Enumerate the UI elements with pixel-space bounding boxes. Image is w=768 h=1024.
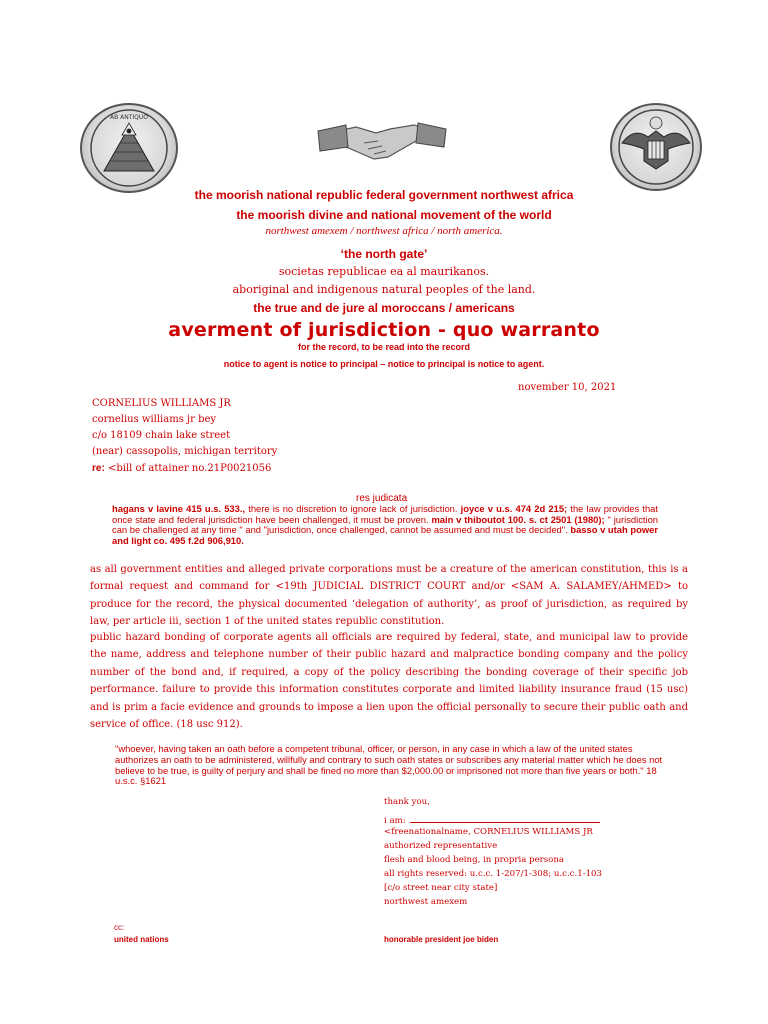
signature-street: [c/o street near city state] <box>384 883 498 893</box>
cc-label: cc: <box>114 923 125 932</box>
perjury-quote: "whoever, having taken an oath before a competent tribunal, officer, or person, in any case in which a law of the united states authorizes an oath to be administered, willfully and contrary to such oath states or subscribes any material matter which he does not believe to be true, is guilty of perjury and shall be fined no more than $2,000.00 or imprisoned not more than five years or both." 18 u.s.c. §1621 <box>115 743 663 787</box>
address-line-1: CORNELIUS WILLIAMS JR <box>92 398 231 409</box>
header-line-5: societas republicae ea al maurikanos. <box>278 265 490 278</box>
citation-1: hagans v lavine 415 u.s. 533., <box>112 503 246 514</box>
request-paragraph: as all government entities and alleged private corporations must be a creature of the american constitution, this is a formal request and command for <19th JUDICIAL DISTRICT COURT and/or <SAM A. SALAMEY/AHMED> to produce for the record, the physical documented ‘delegation of authority’, as proof of jurisdiction, as required by law, per article iii, section 1 of the united states republic constitution. <box>90 564 688 628</box>
citation-3-text: " jurisdiction can be challenged at any time " and "jurisdiction, once challenged, cannot be assumed and must be decided". <box>112 513 658 536</box>
document-title: averment of jurisdiction - quo warranto <box>168 319 600 341</box>
subtitle-notice: notice to agent is notice to principal – notice to principal is notice to agent. <box>223 359 545 369</box>
re-text: <bill of attainer no.21P0021056 <box>104 463 272 474</box>
case-citations <box>112 504 658 546</box>
address-line-2: cornelius williams jr bey <box>92 414 217 425</box>
subtitle-record: for the record, to be read into the record <box>297 342 471 352</box>
signature-line <box>410 813 600 823</box>
signature-flesh: flesh and blood being, in propria persona <box>384 855 564 865</box>
citation-2: joyce v u.s. 474 2d 215; <box>460 503 568 514</box>
citation-1-text: there is no discretion to ignore lack of jurisdiction. <box>245 503 461 514</box>
header-line-7: the true and de jure al moroccans / americans <box>253 301 515 315</box>
pyramid-seal-icon <box>80 103 178 193</box>
pyramid-seal-graphic <box>82 105 176 191</box>
address-line-4: (near) cassopolis, michigan territory <box>92 446 278 457</box>
res-judicata-heading: res judicata <box>356 493 408 504</box>
header-line-4: ‘the north gate’ <box>340 247 428 261</box>
signature-name: <freenationalname, CORNELIUS WILLIAMS JR <box>384 827 593 837</box>
signature-iam <box>384 813 600 826</box>
signature-iam-label: i am: <box>384 816 406 826</box>
header-line-6: aboriginal and indigenous natural peoples of the land. <box>232 283 536 296</box>
document-date: november 10, 2021 <box>518 382 617 393</box>
address-line-3: c/o 18109 chain lake street <box>92 430 231 441</box>
eagle-seal-graphic <box>612 105 700 189</box>
bonding-paragraph: public hazard bonding of corporate agents all officials are required by federal, state, and municipal law to provide the name, address and telephone number of their public hazard and malpractice bonding company and the policy number of the bond and, if required, a copy of the policy describing the bonding coverage of their specific job performance. failure to provide this information constitutes corporate and limited liability insurance fraud (15 usc) and is prim a facie evidence and grounds to impose a lien upon the official personally to secure their public oath and service of office. (18 usc 912). <box>90 632 688 731</box>
citation-2-text: the law provides that once state and federal jurisdiction have been challenged, it must be proven. <box>112 503 658 525</box>
header-line-2: the moorish divine and national movement of the world <box>236 208 552 222</box>
eagle-seal-icon <box>610 103 702 191</box>
signature-role: authorized representative <box>384 841 498 851</box>
handshake-icon <box>316 113 448 169</box>
re-line <box>92 463 271 474</box>
seal-lettering: AB ANTIQUO <box>110 114 148 121</box>
citation-4: basso v utah power and light co. 495 f.2d 906,910. <box>112 524 658 546</box>
signature-rights: all rights reserved: u.c.c. 1-207/1-308; u.c.c.1-103 <box>384 869 602 879</box>
citation-3: main v thiboutot 100. s. ct 2501 (1980); <box>431 513 605 525</box>
header-line-3: northwest amexem / northwest africa / north america. <box>265 225 503 237</box>
header-line-1: the moorish national republic federal government northwest africa <box>194 188 574 202</box>
cc-recipient-un: united nations <box>114 935 169 944</box>
signature-thanks: thank you, <box>384 797 430 807</box>
re-label: re: <box>92 463 105 474</box>
cc-recipient-president: honorable president joe biden <box>384 935 499 944</box>
signature-region: northwest amexem <box>384 897 468 907</box>
